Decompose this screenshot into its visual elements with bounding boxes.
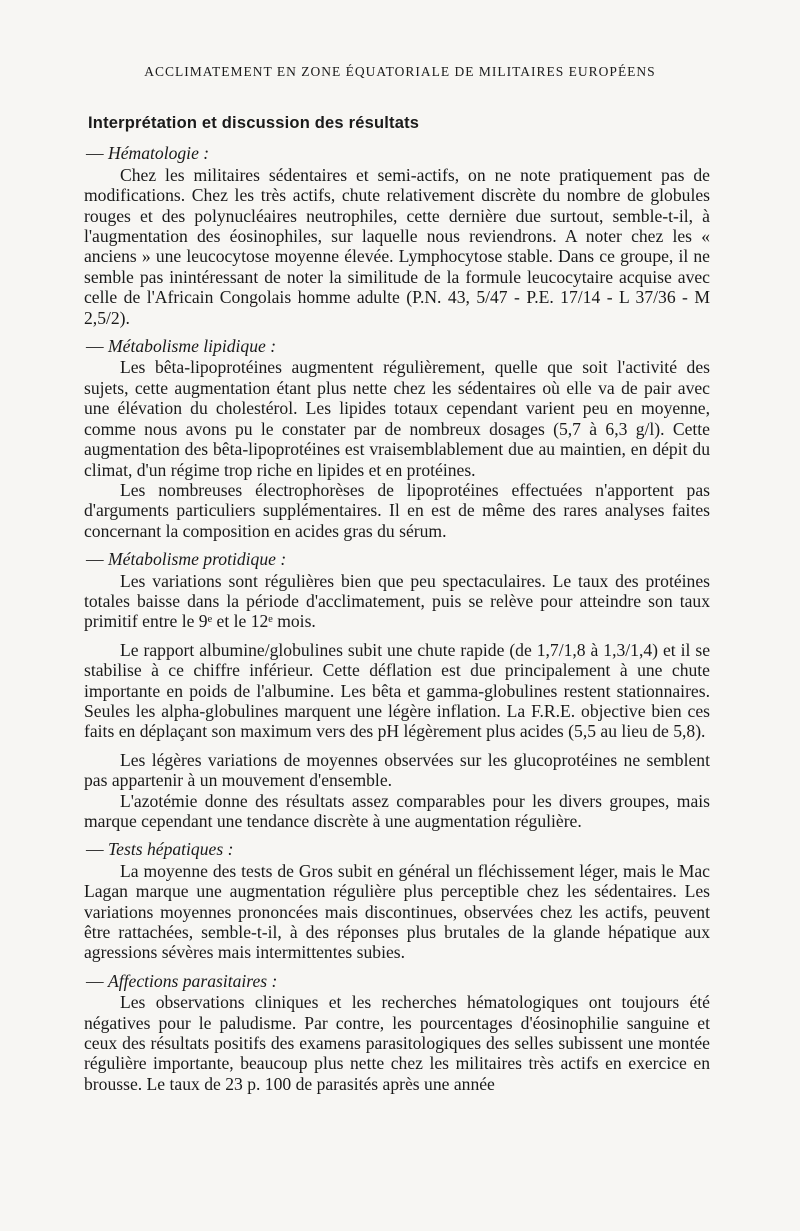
paragraph: Le rapport albumine/globulines subit une chute rapide (de 1,7/1,8 à 1,3/1,4) et il se stabilise à ce chiffre inférieur. Cette déflation est due principalement à une chute importante en poids de l'albumine. Les bêta et gamma-globulines restent stationnaires. Seules les alpha-globulines marquent une légère inflation. La F.R.E. objective bien ces faits en déplaçant son maximum vers des pH légèrement plus acides (5,5 au lieu de 5,8). (84, 639, 710, 742)
paragraph: Les observations cliniques et les recherches hématologiques ont toujours été négatives pour le paludisme. Par contre, les pourcentages d'éosinophilie sanguine et ceux des résultats positifs des examens parasitologiques des selles subissent une montée régulière importante, beaucoup plus nette chez les militaires très actifs en exercice en brousse. Le taux de 23 p. 100 de parasités après une année (84, 992, 710, 1094)
section-heading: Interprétation et discussion des résultats (88, 114, 420, 132)
paragraph: Chez les militaires sédentaires et semi-actifs, on ne note pratiquement pas de modifications. Chez les très actifs, chute relativement discrète du nombre de globules rouges et des polynucléaires neutrophiles, cette dernière due surtout, semble-t-il, à l'augmentation des éosinophiles, sur laquelle nous reviendrons. A noter chez les « anciens » une leucocytose moyenne élevée. Lymphocytose stable. Dans ce groupe, il ne semble pas inintéressant de noter la similitude de la formule leucocytaire acquise avec celle de l'Africain Congolais homme adulte (P.N. 43, 5/47 - P.E. 17/14 - L 37/36 - M 2,5/2). (84, 164, 710, 328)
subhead-metabolisme-protidique: — Métabolisme protidique : (86, 549, 287, 570)
paragraph: L'azotémie donne des résultats assez comparables pour les divers groupes, mais marque cependant une tendance discrète à une augmentation régulière. (84, 790, 710, 831)
paragraph: Les légères variations de moyennes observées sur les glucoprotéines ne semblent pas appartenir à un mouvement d'ensemble. (84, 749, 710, 791)
paragraph: Les bêta-lipoprotéines augmentent régulièrement, quelle que soit l'activité des sujets, cette augmentation étant plus nette chez les sédentaires où elle va de pair avec une élévation du cholestérol. Les lipides totaux cependant varient peu en moyenne, comme nous avons pu le constater par de nombreux dosages (5,7 à 6,3 g/l). Cette augmentation des bêta-lipoprotéines est vraisemblablement due au maintien, en dépit du climat, d'un régime trop riche en lipides et en protéines. (84, 357, 710, 480)
paragraph: La moyenne des tests de Gros subit en général un fléchissement léger, mais le Mac Lagan marque une augmentation régulière plus perceptible chez les sédentaires. Les variations moyennes prononcées mais discontinues, observées chez les actifs, peuvent être rattachées, semble-t-il, à des réponses plus brutales de la glande hépatique aux agressions sévères mais intermittentes subies. (84, 860, 710, 963)
paragraph: Les nombreuses électrophorèses de lipoprotéines effectuées n'apportent pas d'arguments particuliers supplémentaires. Il en est de même des rares analyses faites concernant la composition en acides gras du sérum. (84, 479, 710, 541)
subhead-metabolisme-lipidique: — Métabolisme lipidique : (86, 336, 277, 357)
running-head: ACCLIMATEMENT EN ZONE ÉQUATORIALE DE MILITAIRES EUROPÉENS (144, 64, 656, 79)
body-text (84, 113, 710, 1094)
paragraph: Les variations sont régulières bien que peu spectaculaires. Le taux des protéines totales baisse dans la période d'acclimatement, puis se relève pour atteindre son taux primitif entre le 9ᵉ et le 12ᵉ mois. (84, 570, 710, 632)
subhead-affections-parasitaires: — Affections parasitaires : (86, 970, 278, 991)
subhead-tests-hepatiques: — Tests hépatiques : (86, 839, 234, 860)
subhead-hematologie: — Hématologie : (86, 143, 210, 164)
